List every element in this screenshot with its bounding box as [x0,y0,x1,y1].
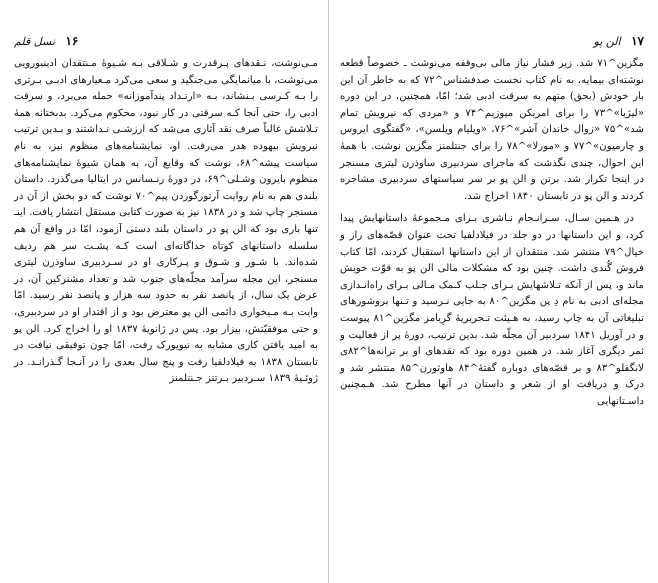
left-body-text [14,56,318,388]
right-page [340,34,644,574]
left-page-number: ۱۶ [65,34,79,48]
right-page-number: ۱۷ [631,34,644,48]
right-paragraph-2: در هـمین سـال، سـرانـجام نـاشری بـرای مـجموعهٔ داستانهایش پیدا کرد، و این داستانها در دو جلد در فیلادلفیا تحت عنوان قصّه‌های راز و خیال^۷۹ منتشر شد. منتقدان از این داستانها استقبال کردند، امّا کتاب فروش گُندی داشت. چنین بود که مشکلات مالی الن پو به قوّت خویش ماند و، پس از آنکه تـلاشهایش بـرای جـلب کـمک مـالی بـرای راه‌انـدازی مجله‌ای ادبی به نام دِ پن مگزین^۸۰ به جایی نـرسید و تـنها بروشورهای تبلیغاتی آن به چاپ رسید، به هـیئت تـحریریهٔ گرِیامز مگزین^۸۱ پیوست و در آوریل ۱۸۴۱ سردبیر آن مجلّه شد. بدین ترتیب، دورهٔ پر از فعالیت و ثمر دیگری آغاز شد. در همین دوره بود که نقدهای او بر ترانه‌ها^۸۲ی لانگفلو^۸۳ و بر قصّه‌های دوباره گفتهٔ^۸۴ هاوثورن^۸۵ منتشر شد و درک و دریافت او از شعر و داستان در آنها مطرح شد. هـمچنین داسـتانهایی [340,213,645,407]
left-paragraph: مـی‌نوشت، نـقدهای پـرقدرت و شـلاقی بـه شـیوهٔ مـنتقدان ادینبورویی می‌نوشت، با میانمایگی می‌جنگید و سعی می‌کرد مـعیارهای ادبـی بـرتری را بـه کـرسی بـنشاند، بـه «ارتـداد پندآموزانه» حمله می‌برد، و سرقت ادبی را، حتی آنجا کـه سرقتی در کار نبود، محکوم می‌کرد. بدبختانه همهٔ تـلاشش غالباً صرف نقد آثاری می‌شد که ارزشـی نـداشتند و بـدین ترتیب نیرویش بیهوده هدر می‌رفت. او، نمایشنامه‌های منظوم نیز، به نام سیاست پیشه^۶۸، نوشت که وقایع آن، به همان شیوهٔ نمایشنامه‌های منظوم بایرون وشـلی^۶۹، در دورهٔ رنـسانس در ایتالیا می‌گذرد. داستان بلندی هم به نام روایت آرتورگوردن پیم^۷۰ نوشت که دو بخش از آن در مسنجر چاپ شد و در ۱۸۳۸ نیز به صورت کتابی مستقل انتشار یافت. اینـ تنها باری بود که الن پو در داستان بلند دستی آزمود، امّا در واقع آن هم سلسله داستانهای کوتاه جداگانه‌ای است کـه پشـت سر هم ردیف شده‌اند. با شـور و شـوق و پـرکاری او در سـردبیری ساوذرن لیتری مسنجر، این مجله سرآمد مجلّه‌های جنوب شد و تعداد مشترکین آن، در عرض یک سال، از پانصد نفر به حدود سه هزار و پانصد نفر رسید. امّا وایت بـه مـیخواری دائمی الن پو معترض بود و از اقتدار او در سردبیری، و حتی موفقیّتش، بیزار بود. پس در ژانویهٔ ۱۸۳۷ او را اخراج کرد. الن پو به امید یافتن کاری مشابه به نیویورک رفت، امّا چون توفیقی نیافت در تابستان ۱۸۳۸ به فیلادلفیا رفت و پنج سال بعدی را در آنـجا گـذرانـد. در ژوئـیهٔ ۱۸۳۹ سـردبیر بـرتنز جـنتلمنز [14,58,319,385]
right-running-title: الن پو [593,35,621,48]
left-page [14,34,318,574]
left-running-title: نسل قلم [14,35,55,48]
left-running-head [14,34,318,50]
page-gutter [328,0,329,583]
right-body-text [340,56,644,410]
right-running-head [340,34,644,50]
right-paragraph-1: مگزین^۷۱ شد. زیر فشار نیاز مالی بی‌وقفه می‌نوشت ـ خصوصاً قطعه نوشته‌ای بیمایه، به نام کتاب نخست صدفشناس^۷۲ که به خاطر آن این بار خودش (بحق) متهم به سرقت ادبی شد؛ امّا، همچنین، در این دوره «لیژیا»^۷۳ را برای امریکن میوزیم^۷۴ و «مردی که نیرویش تمام شد»^۷۵ «زوال خاندان آشر»^۷۶، «ویلیام ویلسن»، «گفتگوی ایروس و چارمیون»^۷۷ و «مورلا»^۷۸ را برای جنتلمنز مگزین نوشت. با همهٔ این احوال، چندی نگذشت که ماجرای سردبیری ساوذرن لیتری مسنجر در اینجا تکرار شد. برتن و الن پو بر سر سیاستهای سردبیری مشاجره کردند و الن پو در تابستان ۱۸۴۰ اخراج شد. [340,58,644,202]
